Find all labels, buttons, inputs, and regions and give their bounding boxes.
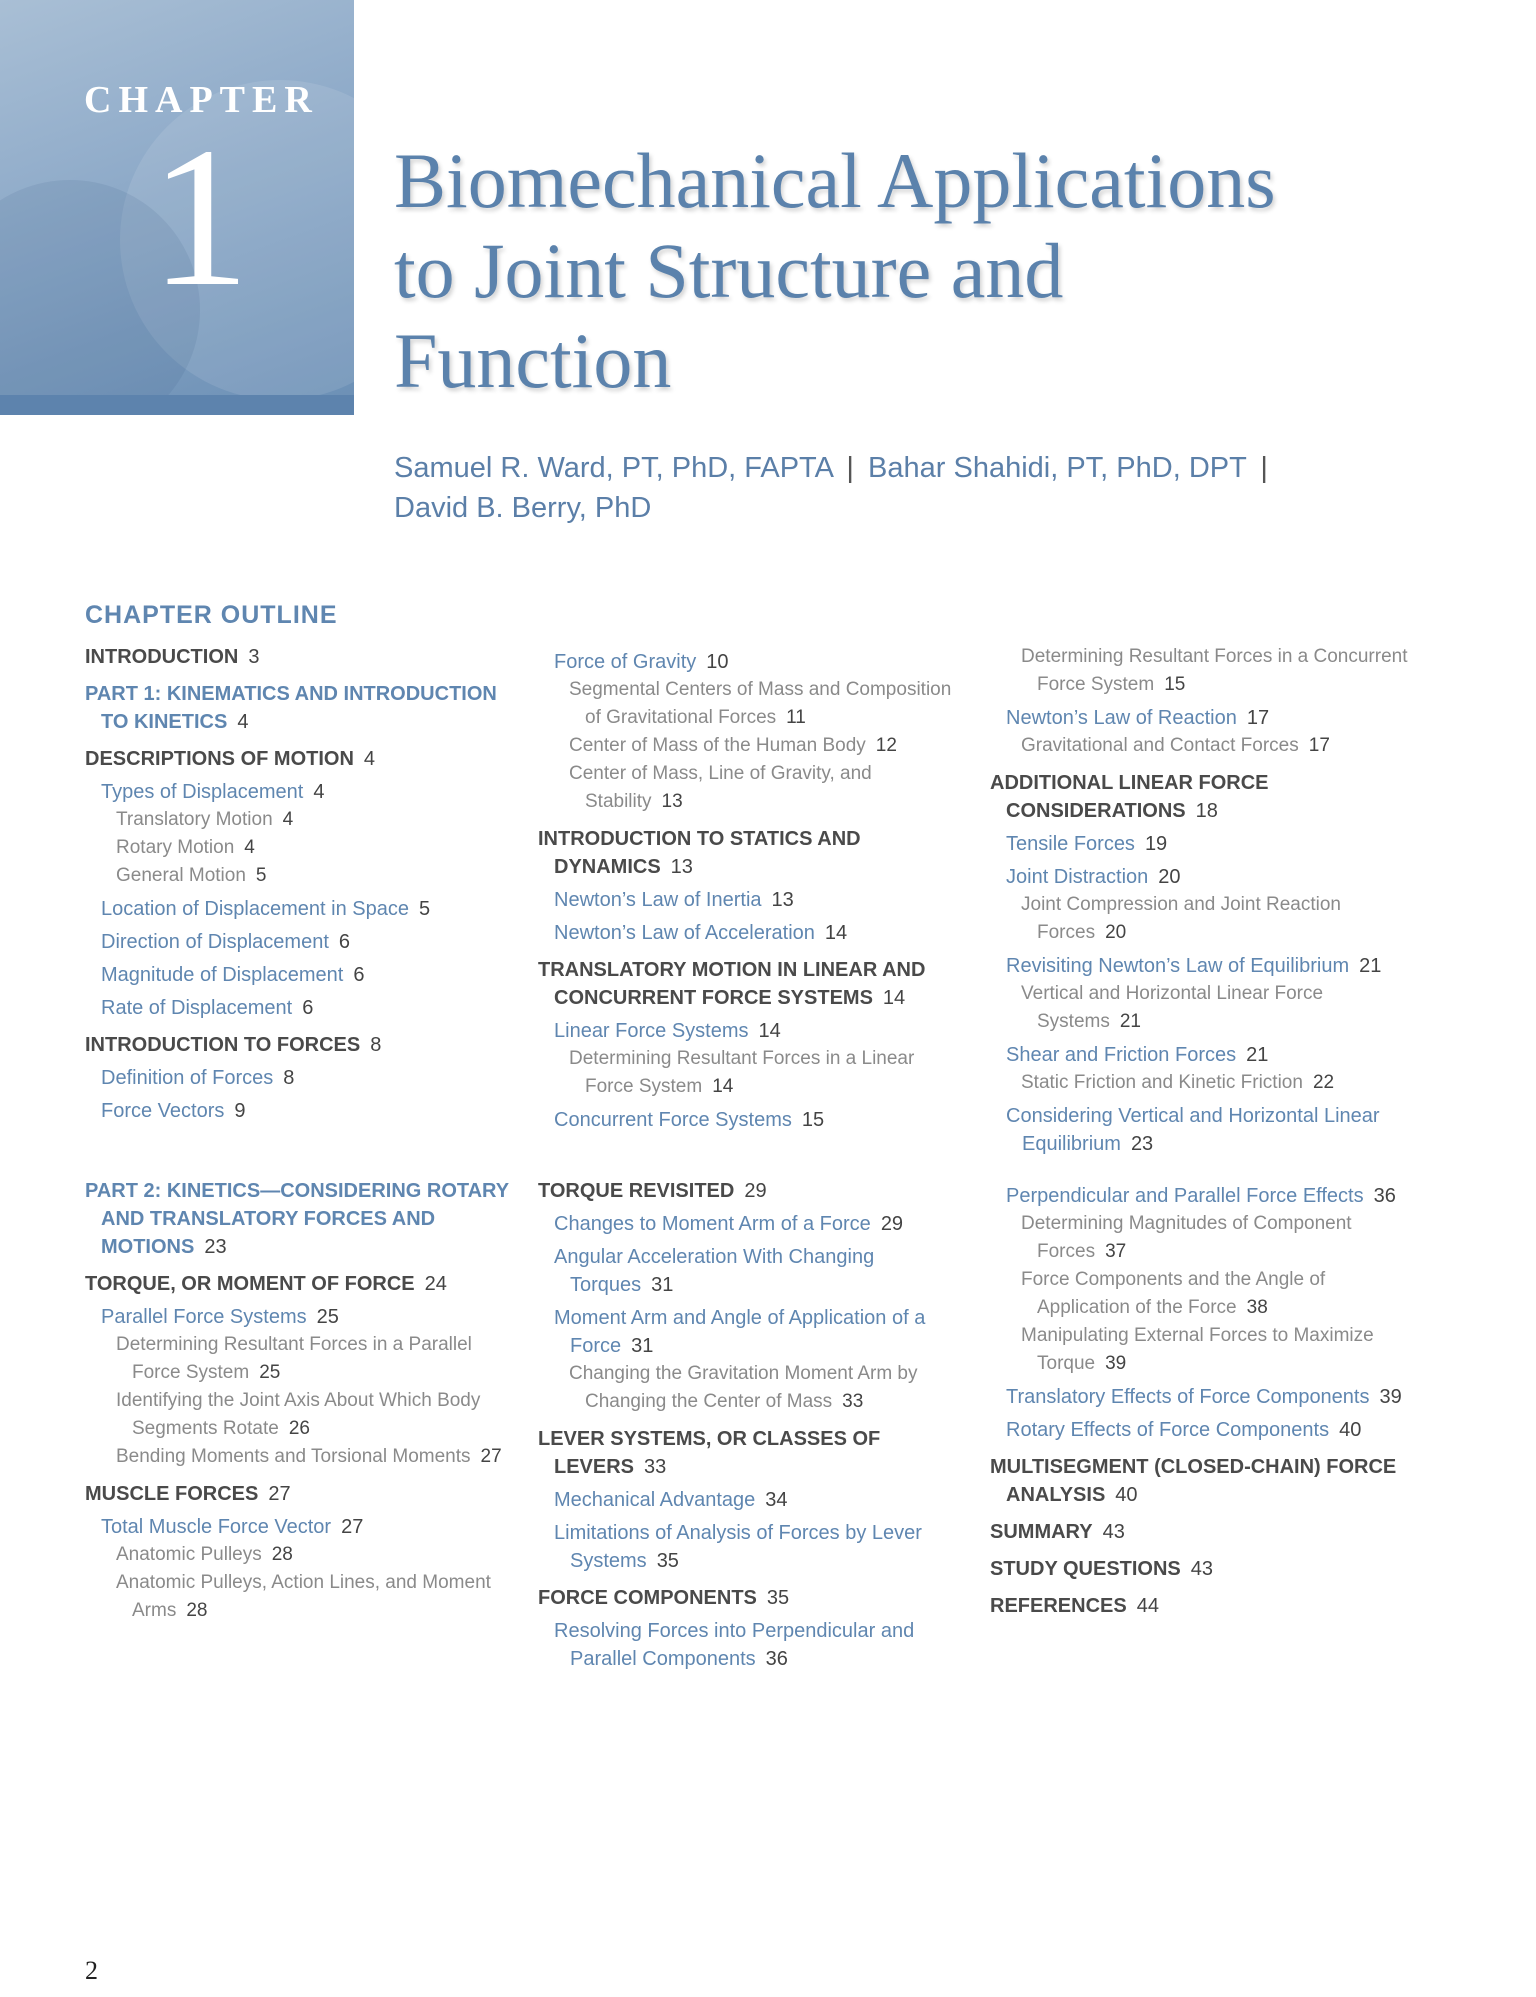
outline-entry-page: 4 [244, 837, 255, 858]
outline-entry[interactable] [85, 928, 525, 956]
outline-entry[interactable] [85, 1569, 525, 1625]
outline-entry[interactable] [538, 760, 968, 816]
outline-entry-page: 36 [765, 1648, 788, 1670]
outline-entry-page: 6 [338, 931, 350, 953]
outline-entry-page: 22 [1312, 1072, 1335, 1093]
outline-entry-page: 13 [771, 889, 794, 911]
outline-entry-page: 33 [644, 1456, 667, 1478]
outline-entry-page: 43 [1102, 1521, 1125, 1543]
outline-entry-page: 23 [1130, 1133, 1154, 1155]
outline-entry-title: Newton’s Law of Reaction [1006, 707, 1237, 729]
outline-entry[interactable] [85, 1097, 525, 1125]
outline-entry-page: 40 [1115, 1484, 1138, 1506]
outline-entry[interactable] [85, 895, 525, 923]
outline-entry[interactable] [990, 952, 1420, 980]
outline-entry-title: Force Components and the Angle of Application of the Force [1021, 1269, 1326, 1318]
outline-entry-page: 19 [1144, 833, 1168, 855]
outline-entry[interactable] [990, 769, 1420, 825]
outline-entry-page: 40 [1339, 1419, 1362, 1441]
outline-entry-page: 43 [1190, 1558, 1214, 1580]
outline-entry-page: 14 [882, 987, 906, 1009]
outline-entry-page: 27 [341, 1516, 364, 1538]
outline-entry-title: INTRODUCTION [85, 646, 239, 668]
outline-entry[interactable] [538, 1106, 968, 1134]
outline-entry[interactable] [85, 806, 525, 834]
outline-entry-title: Center of Mass of the Human Body [569, 735, 866, 756]
outline-entry-title: Determining Resultant Forces in a Parallel Force System [116, 1334, 472, 1383]
outline-entry[interactable] [990, 1416, 1420, 1444]
outline-entry-title: STUDY QUESTIONS [990, 1558, 1181, 1580]
outline-entry-title: MULTISEGMENT (CLOSED-CHAIN) FORCE ANALYSIS [990, 1456, 1397, 1506]
outline-entry[interactable] [990, 1266, 1420, 1322]
outline-entry[interactable] [538, 1243, 968, 1299]
outline-entry[interactable] [85, 1270, 525, 1298]
outline-entry-page: 38 [1246, 1297, 1268, 1318]
outline-entry-title: Rate of Displacement [101, 997, 293, 1019]
outline-entry-title: Definition of Forces [101, 1067, 274, 1089]
outline-entry[interactable] [538, 648, 968, 676]
outline-entry-page: 44 [1136, 1595, 1159, 1617]
outline-entry-title: Moment Arm and Angle of Application of a Force [554, 1307, 926, 1357]
outline-column-1 [85, 643, 525, 1125]
outline-entry-title: MUSCLE FORCES [85, 1483, 259, 1505]
outline-entry-title: Anatomic Pulleys, Action Lines, and Moment Arms [116, 1572, 491, 1621]
outline-entry[interactable] [538, 732, 968, 760]
outline-entry-title: REFERENCES [990, 1595, 1127, 1617]
outline-entry-page: 3 [248, 646, 260, 668]
outline-entry-title: Resolving Forces into Perpendicular and Parallel Components [554, 1620, 915, 1670]
outline-entry-page: 21 [1119, 1011, 1141, 1032]
outline-entry-page: 34 [765, 1489, 788, 1511]
outline-entry[interactable] [85, 1331, 525, 1387]
page-number: 2 [85, 1956, 98, 1985]
outline-entry-title: Translatory Motion [116, 809, 273, 830]
outline-entry-title: Tensile Forces [1006, 833, 1135, 855]
outline-entry[interactable] [990, 980, 1420, 1036]
outline-entry[interactable] [538, 1360, 968, 1416]
outline-entry[interactable] [85, 1443, 525, 1471]
outline-entry-page: 25 [316, 1306, 339, 1328]
outline-entry-title: Changes to Moment Arm of a Force [554, 1213, 871, 1235]
outline-entry-title: Manipulating External Forces to Maximize Torque [1021, 1325, 1374, 1374]
banner-band [0, 395, 354, 415]
outline-entry-page: 39 [1379, 1386, 1402, 1408]
outline-entry-page: 11 [786, 707, 806, 728]
outline-entry[interactable] [85, 862, 525, 890]
outline-entry-page: 28 [186, 1600, 208, 1621]
author-name: Bahar Shahidi, PT, PhD, DPT [868, 452, 1247, 484]
outline-entry-title: General Motion [116, 865, 246, 886]
author-list [394, 448, 1354, 528]
outline-entry-title: Location of Displacement in Space [101, 898, 409, 920]
outline-entry[interactable] [990, 1518, 1420, 1546]
outline-entry[interactable] [85, 1513, 525, 1541]
outline-entry-title: Perpendicular and Parallel Force Effects [1006, 1185, 1364, 1207]
outline-entry[interactable] [990, 1453, 1420, 1509]
outline-entry[interactable] [85, 1064, 525, 1092]
outline-entry-page: 33 [842, 1391, 864, 1412]
outline-entry-title: Newton’s Law of Acceleration [554, 922, 815, 944]
author-name: Samuel R. Ward, PT, PhD, FAPTA [394, 452, 833, 484]
outline-entry-page: 35 [656, 1550, 679, 1572]
outline-entry[interactable] [538, 1017, 968, 1045]
outline-entry[interactable] [990, 1555, 1420, 1583]
outline-entry-page: 27 [480, 1446, 502, 1467]
outline-entry[interactable] [85, 680, 525, 736]
outline-entry[interactable] [990, 643, 1420, 699]
outline-entry[interactable] [538, 1045, 968, 1101]
outline-entry[interactable] [538, 886, 968, 914]
outline-entry-page: 20 [1105, 922, 1127, 943]
outline-column-3 [990, 643, 1420, 1158]
outline-entry[interactable] [990, 1322, 1420, 1378]
outline-entry-title: Parallel Force Systems [101, 1306, 307, 1328]
chapter-title [394, 136, 1394, 406]
outline-entry-page: 26 [288, 1418, 310, 1439]
outline-entry-page: 12 [875, 735, 897, 756]
title-line: Function [394, 317, 672, 404]
outline-entry-title: Determining Resultant Forces in a Linear Force System [569, 1048, 915, 1097]
outline-entry-title: Determining Resultant Forces in a Concurrent Force System [1021, 646, 1408, 695]
outline-column-6 [990, 1177, 1420, 1620]
outline-entry-title: Gravitational and Contact Forces [1021, 735, 1299, 756]
outline-entry[interactable] [538, 1304, 968, 1360]
outline-entry[interactable] [85, 1387, 525, 1443]
outline-entry[interactable] [85, 961, 525, 989]
outline-entry-page: 9 [234, 1100, 246, 1122]
outline-entry-page: 8 [370, 1034, 382, 1056]
outline-entry-page: 31 [651, 1274, 674, 1296]
outline-entry-page: 35 [766, 1587, 790, 1609]
outline-entry-title: TRANSLATORY MOTION IN LINEAR AND CONCURRENT FORCE SYSTEMS [538, 959, 926, 1009]
outline-entry-page: 20 [1158, 866, 1181, 888]
outline-entry-page: 4 [282, 809, 294, 830]
outline-entry[interactable] [990, 1383, 1420, 1411]
outline-entry-page: 29 [744, 1180, 767, 1202]
outline-entry-page: 31 [631, 1335, 654, 1357]
outline-entry-title: FORCE COMPONENTS [538, 1587, 757, 1609]
outline-column-4 [85, 1177, 525, 1625]
outline-entry-page: 8 [283, 1067, 295, 1089]
outline-entry[interactable] [538, 1486, 968, 1514]
outline-entry-title: INTRODUCTION TO FORCES [85, 1034, 361, 1056]
outline-entry[interactable] [538, 1425, 968, 1481]
outline-entry-page: 15 [801, 1109, 825, 1131]
outline-entry[interactable] [990, 704, 1420, 732]
outline-entry-title: Newton’s Law of Inertia [554, 889, 762, 911]
outline-entry-title: Static Friction and Kinetic Friction [1021, 1072, 1303, 1093]
outline-entry[interactable] [990, 1102, 1420, 1158]
outline-entry-title: PART 1: KINEMATICS AND INTRODUCTION TO KINETICS [85, 683, 497, 733]
outline-entry-page: 29 [880, 1213, 904, 1235]
outline-entry[interactable] [538, 1177, 968, 1205]
outline-entry-title: Joint Distraction [1006, 866, 1149, 888]
outline-entry[interactable] [85, 1031, 525, 1059]
outline-entry[interactable] [538, 825, 968, 881]
outline-entry-title: SUMMARY [990, 1521, 1093, 1543]
outline-entry[interactable] [538, 1617, 968, 1673]
outline-entry-title: Vertical and Horizontal Linear Force Systems [1021, 983, 1324, 1032]
outline-entry-title: Center of Mass, Line of Gravity, and Stability [569, 763, 872, 812]
outline-entry-page: 17 [1246, 707, 1270, 729]
outline-entry[interactable] [538, 1584, 968, 1612]
outline-entry-title: Rotary Motion [116, 837, 235, 858]
outline-entry-title: Translatory Effects of Force Components [1006, 1386, 1370, 1408]
outline-entry[interactable] [85, 745, 525, 773]
outline-entry-page: 14 [712, 1076, 734, 1097]
outline-entry-title: ADDITIONAL LINEAR FORCE CONSIDERATIONS [990, 772, 1269, 822]
outline-entry-page: 10 [706, 651, 729, 673]
outline-entry-title: PART 2: KINETICS—CONSIDERING ROTARY AND TRANSLATORY FORCES AND MOTIONS [85, 1180, 509, 1258]
chapter-label: CHAPTER [84, 79, 319, 121]
outline-entry-page: 25 [259, 1362, 281, 1383]
outline-entry[interactable] [538, 956, 968, 1012]
outline-entry-page: 6 [353, 964, 365, 986]
author-name: David B. Berry, PhD [394, 492, 652, 524]
title-line: to Joint Structure and [394, 227, 1064, 314]
outline-entry-title: TORQUE, OR MOMENT OF FORCE [85, 1273, 415, 1295]
outline-entry[interactable] [85, 1480, 525, 1508]
outline-heading: CHAPTER OUTLINE [85, 601, 338, 629]
outline-entry[interactable] [990, 1069, 1420, 1097]
outline-entry-page: 39 [1105, 1353, 1127, 1374]
outline-entry[interactable] [538, 919, 968, 947]
outline-entry-title: Linear Force Systems [554, 1020, 749, 1042]
outline-entry[interactable] [85, 834, 525, 862]
outline-entry-page: 14 [758, 1020, 781, 1042]
outline-entry-page: 4 [237, 711, 249, 733]
outline-entry-page: 27 [268, 1483, 291, 1505]
outline-entry-title: Considering Vertical and Horizontal Linear Equilibrium [1006, 1105, 1380, 1155]
outline-entry[interactable] [990, 1182, 1420, 1210]
outline-entry-title: TORQUE REVISITED [538, 1180, 735, 1202]
outline-entry-page: 15 [1164, 674, 1186, 695]
outline-entry-page: 14 [824, 922, 848, 944]
outline-entry[interactable] [85, 643, 525, 671]
outline-entry-page: 4 [313, 781, 325, 803]
outline-entry-page: 18 [1195, 800, 1218, 822]
outline-entry-page: 21 [1246, 1044, 1269, 1066]
outline-entry[interactable] [85, 778, 525, 806]
outline-entry-title: Anatomic Pulleys [116, 1544, 262, 1565]
outline-entry[interactable] [85, 1177, 525, 1261]
outline-entry-title: Identifying the Joint Axis About Which Body Segments Rotate [116, 1390, 481, 1439]
outline-entry-title: DESCRIPTIONS OF MOTION [85, 748, 354, 770]
outline-entry-page: 13 [670, 856, 693, 878]
outline-entry[interactable] [990, 1210, 1420, 1266]
author-separator: | [1260, 452, 1268, 484]
outline-entry[interactable] [85, 1541, 525, 1569]
outline-entry[interactable] [990, 732, 1420, 760]
outline-entry-page: 5 [255, 865, 267, 886]
outline-entry-page: 4 [363, 748, 376, 770]
outline-entry-page: 13 [661, 791, 683, 812]
outline-column-2 [538, 643, 968, 1134]
outline-entry-title: Joint Compression and Joint Reaction Forces [1021, 894, 1342, 943]
outline-entry-title: Types of Displacement [101, 781, 304, 803]
outline-entry-title: Revisiting Newton’s Law of Equilibrium [1006, 955, 1350, 977]
author-separator: | [846, 452, 854, 484]
outline-entry[interactable] [85, 1303, 525, 1331]
outline-entry[interactable] [538, 1519, 968, 1575]
outline-entry-title: Angular Acceleration With Changing Torques [554, 1246, 875, 1296]
outline-entry-page: 5 [418, 898, 431, 920]
outline-entry[interactable] [85, 994, 525, 1022]
outline-entry-title: Concurrent Force Systems [554, 1109, 792, 1131]
outline-entry[interactable] [990, 1041, 1420, 1069]
outline-entry-title: Shear and Friction Forces [1006, 1044, 1237, 1066]
outline-entry-title: Mechanical Advantage [554, 1489, 756, 1511]
outline-entry-page: 24 [424, 1273, 447, 1295]
outline-entry-page: 21 [1359, 955, 1382, 977]
outline-entry-title: Magnitude of Displacement [101, 964, 344, 986]
outline-column-5 [538, 1177, 968, 1673]
outline-entry-title: Determining Magnitudes of Component Forces [1021, 1213, 1352, 1262]
outline-entry-title: Bending Moments and Torsional Moments [116, 1446, 471, 1467]
title-line: Biomechanical Applications [394, 137, 1276, 224]
outline-entry-title: Total Muscle Force Vector [101, 1516, 332, 1538]
outline-entry-title: LEVER SYSTEMS, OR CLASSES OF LEVERS [538, 1428, 881, 1478]
outline-entry[interactable] [990, 830, 1420, 858]
outline-entry[interactable] [538, 676, 968, 732]
outline-entry[interactable] [990, 863, 1420, 891]
outline-entry-page: 6 [302, 997, 314, 1019]
outline-entry-page: 28 [271, 1544, 293, 1565]
chapter-number: 1 [150, 107, 250, 328]
outline-entry[interactable] [990, 891, 1420, 947]
outline-entry-title: Direction of Displacement [101, 931, 329, 953]
outline-entry[interactable] [538, 1210, 968, 1238]
outline-entry-title: Force of Gravity [554, 651, 697, 673]
outline-entry[interactable] [990, 1592, 1420, 1620]
outline-entry-title: Changing the Gravitation Moment Arm by Changing the Center of Mass [569, 1363, 918, 1412]
outline-entry-page: 23 [204, 1236, 227, 1258]
outline-entry-page: 37 [1105, 1241, 1127, 1262]
outline-entry-title: Segmental Centers of Mass and Composition of Gravitational Forces [569, 679, 952, 728]
outline-entry-page: 36 [1373, 1185, 1396, 1207]
outline-entry-page: 17 [1308, 735, 1330, 756]
outline-entry-title: Limitations of Analysis of Forces by Lever Systems [554, 1522, 922, 1572]
outline-entry-title: Rotary Effects of Force Components [1006, 1419, 1330, 1441]
outline-entry-title: Force Vectors [101, 1100, 225, 1122]
outline-entry-title: INTRODUCTION TO STATICS AND DYNAMICS [538, 828, 861, 878]
